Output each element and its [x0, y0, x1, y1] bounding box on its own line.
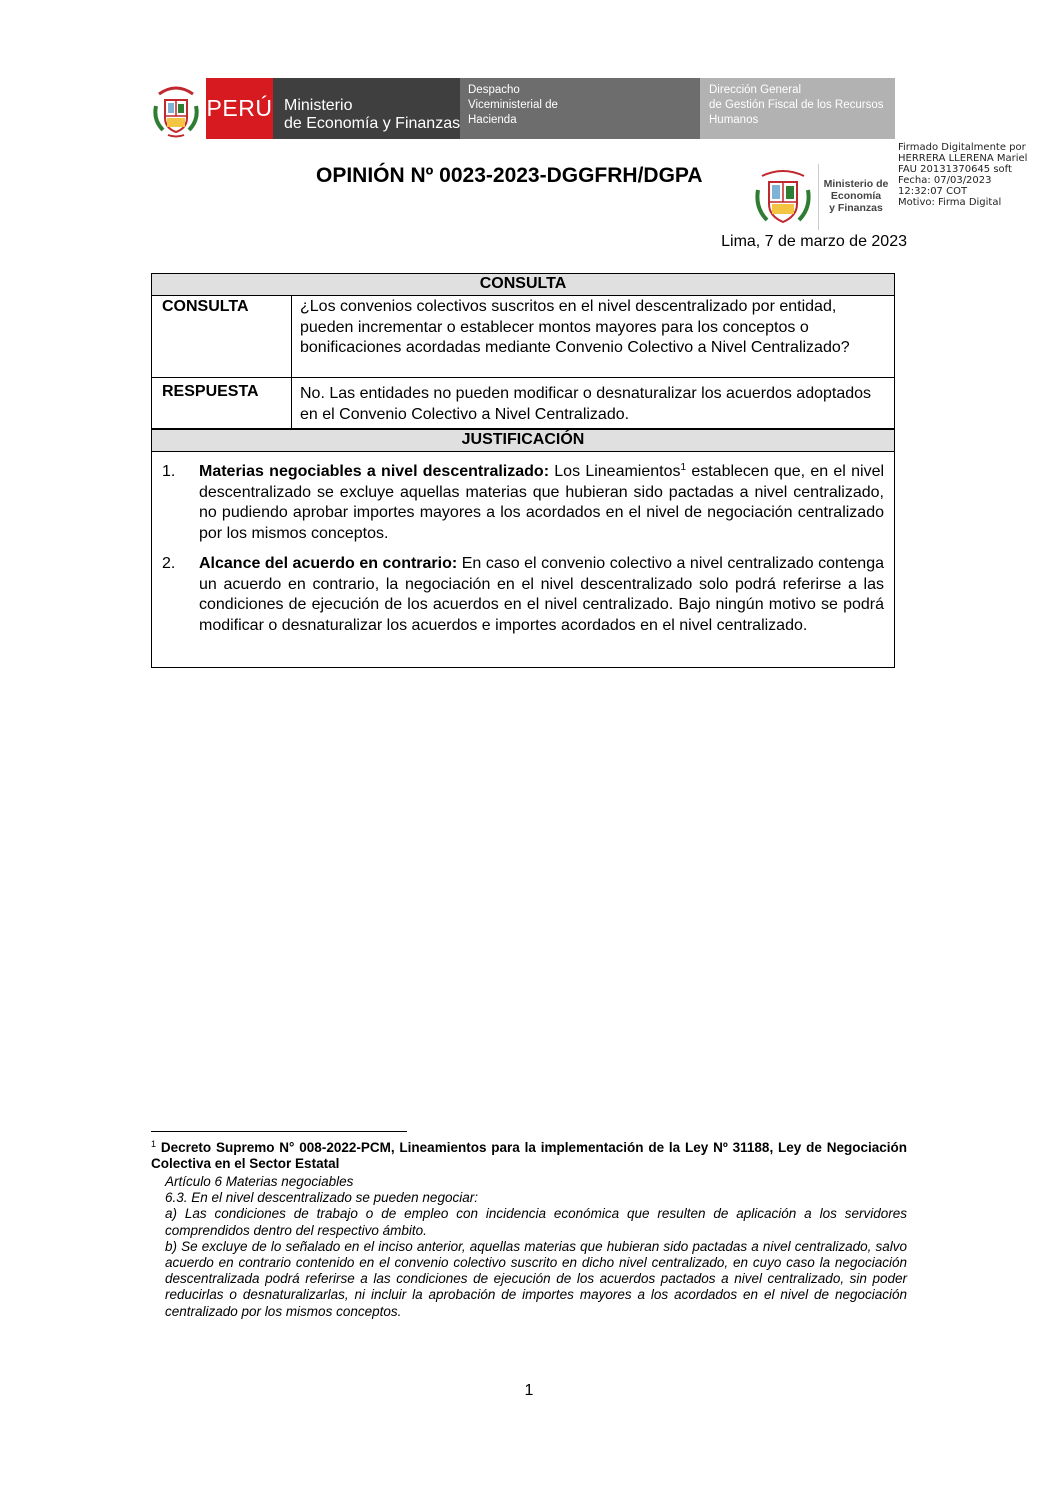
logo-line: Ministerio de — [823, 178, 889, 190]
direccion-line: Dirección General — [709, 84, 802, 96]
item-title: Alcance del acuerdo en contrario: — [199, 555, 458, 572]
direccion-line: Humanos — [709, 114, 759, 126]
footnote-heading — [151, 1140, 907, 1172]
page-number: 1 — [524, 1382, 534, 1399]
document-date: Lima, 7 de marzo de 2023 — [721, 233, 907, 250]
item-number: 1. — [162, 463, 176, 480]
signature-line: FAU 20131370645 soft — [898, 164, 1012, 175]
coat-of-arms-icon — [153, 80, 199, 140]
consulta-header: CONSULTA — [152, 274, 894, 296]
consulta-label: CONSULTA — [162, 298, 249, 315]
opinion-table — [151, 273, 895, 668]
direccion-line: de Gestión Fiscal de los Recursos — [709, 99, 884, 111]
item-number: 2. — [162, 555, 176, 572]
ministry-line-2: de Economía y Finanzas — [284, 115, 461, 132]
consulta-text: ¿Los convenios colectivos suscritos en el nivel descentralizado por entidad, pueden incrementar o establecer montos mayores para los conceptos o bonificaciones acordadas mediante Convenio Colectivo a Nivel Centralizado? — [300, 298, 850, 356]
item-body — [199, 554, 884, 636]
column-divider — [291, 295, 292, 377]
despacho-box — [460, 78, 700, 139]
despacho-line: Hacienda — [468, 114, 517, 126]
item-text: Los Lineamientos — [549, 463, 681, 480]
signature-line: Fecha: 07/03/2023 — [898, 175, 992, 186]
signature-seal-icon — [752, 164, 814, 230]
footnote-line: b) Se excluye de lo señalado en el inciso anterior, aquellas materias que hubieran sido pactadas a nivel centralizado, salvo acuerdo en contrario contenido en el convenio colectivo suscrito en dicho nivel centralizado, en cuyo caso la negociación descentralizada podrá referirse a las condiciones de ejecución de los acuerdos pactados a nivel centralizado, sin poder reducirlas o desnaturalizarlas, ni incluir la aprobación de importes mayores a los acordados en el nivel de negociación centralizado por los mismos conceptos. — [165, 1238, 907, 1319]
direccion-box — [700, 78, 895, 139]
despacho-line: Despacho — [468, 84, 520, 96]
item-body — [199, 462, 884, 544]
respuesta-row — [152, 378, 894, 429]
digital-signature-info — [898, 142, 1058, 208]
respuesta-text: No. Las entidades no pueden modificar o desnaturalizar los acuerdos adoptados en el Convenio Colectivo a Nivel Centralizado. — [300, 385, 872, 423]
signature-divider — [818, 164, 819, 230]
despacho-line: Viceministerial de — [468, 99, 558, 111]
signature-line: HERRERA LLERENA Mariel — [898, 153, 1028, 164]
footnote-body — [165, 1174, 907, 1320]
footnote-heading-text: Decreto Supremo N° 008-2022-PCM, Lineamientos para la implementación de la Ley Nº 31188, Ley de Negociación Colectiva en el Sector Estatal — [151, 1140, 907, 1171]
footnote-line: a) Las condiciones de trabajo o de empleo con incidencia económica que resulten de aplicación a los servidores comprendidos dentro del respectivo ámbito. — [165, 1206, 907, 1238]
ministry-brand — [273, 78, 460, 139]
consulta-row — [152, 295, 894, 378]
peru-brand: PERÚ — [206, 78, 273, 139]
item-text: establecen que, en el nivel descentralizado se excluye aquellas materias que hubieran sido pactadas a nivel centralizado, no pudiendo aprobar importes mayores a los acordados en el nivel de negociación centralizado por los mismos conceptos. — [199, 463, 885, 542]
footnote-line: 6.3. En el nivel descentralizado se pueden negociar: — [165, 1190, 478, 1206]
logo-line: Economía — [830, 190, 882, 202]
ministry-line-1: Ministerio — [284, 97, 353, 114]
item-text: En caso el convenio colectivo a nivel centralizado contenga un acuerdo en contrario, la negociación en el nivel descentralizado solo podrá referirse a las condiciones de ejecución de los acuerdos en el nivel centralizado. Bajo ningún motivo se podrá modificar o desnaturalizar los acuerdos e importes acordados en el nivel centralizado. — [199, 555, 884, 634]
signature-line: Firmado Digitalmente por — [898, 142, 1026, 153]
footnote-ref[interactable]: 1 — [680, 462, 687, 473]
item-title: Materias negociables a nivel descentralizado: — [199, 463, 550, 480]
signature-line: Motivo: Firma Digital — [898, 197, 1002, 208]
respuesta-label: RESPUESTA — [162, 383, 259, 400]
logo-line: y Finanzas — [829, 202, 883, 214]
footnote-mark: 1 — [151, 1139, 157, 1149]
footnote-line: Artículo 6 Materias negociables — [165, 1174, 354, 1189]
justificacion-header: JUSTIFICACIÓN — [152, 429, 894, 452]
signature-line: 12:32:07 COT — [898, 186, 968, 197]
column-divider — [291, 378, 292, 428]
footnote-separator — [151, 1131, 407, 1132]
document-title: OPINIÓN Nº 0023-2023-DGGFRH/DGPA — [316, 164, 703, 187]
signature-ministry-logo — [820, 178, 892, 214]
